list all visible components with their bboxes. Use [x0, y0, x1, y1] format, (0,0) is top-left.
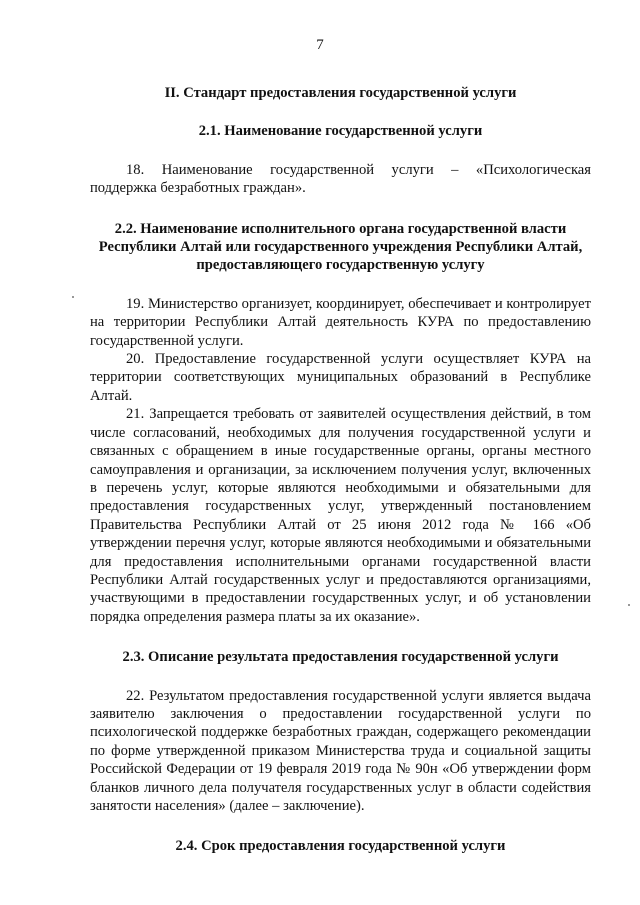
paragraph-19: 19. Министерство организует, координирует, обеспечивает и контролирует на территории Республики Алтай деятельность КУРА по предоставлению государственной услуги. [90, 295, 591, 349]
section-heading-2-3: 2.3. Описание результата предоставления государственной услуги [122, 649, 559, 666]
scan-speck [72, 296, 74, 298]
page-number: 7 [316, 37, 324, 53]
scan-speck [628, 604, 630, 606]
section-heading-2-4: 2.4. Срок предоставления государственной услуги [175, 838, 506, 855]
paragraph-22: 22. Результатом предоставления государственной услуги является выдача заявителю заключения о предоставлении государственной услуги по психологической поддержке безработных граждан, содержащего рекомендации по форме утвержденной приказом Министерства труда и социальной защиты Российской Федерации от 19 февраля 2019 года № 90н «Об утверждении форм бланков личного дела получателя государственных услуг в области содействия занятости населения» (далее – заключение). [90, 687, 591, 814]
paragraph-21: 21. Запрещается требовать от заявителей осуществления действий, в том числе согласований, необходимых для получения государственной услуги и связанных с обращением в иные государственные органы, органы местного самоуправления и организации, за исключением получения услуг, включенных в перечень услуг, которые являются необходимыми и обязательными для предоставления государственных услуг, утвержденный постановлением Правительства Республики Алтай от 25 июня 2012 года № 166 «Об утверждении перечня услуг, которые являются необходимыми и обязательными для предоставления исполнительными органами государственной власти Республики Алтай государственных услуг и предоставляются организациями, участвующими в предоставлении государственных услуг, и об установлении порядка определения размера платы за их оказание». [90, 406, 591, 625]
paragraph-18: 18. Наименование государственной услуги – «Психологическая поддержка безработных граждан». [90, 161, 591, 197]
section-heading-2-2: 2.2. Наименование исполнительного органа государственной власти Республики Алтай или государственного учреждения Республики Алтай, предоставляющего государственную услугу [98, 220, 583, 274]
chapter-title: II. Стандарт предоставления государственной услуги [164, 85, 517, 101]
paragraph-20: 20. Предоставление государственной услуги осуществляет КУРА на территории соответствующих муниципальных образований в Республике Алтай. [90, 351, 591, 404]
section-heading-2-1: 2.1. Наименование государственной услуги [198, 123, 483, 140]
document-body [90, 84, 591, 856]
